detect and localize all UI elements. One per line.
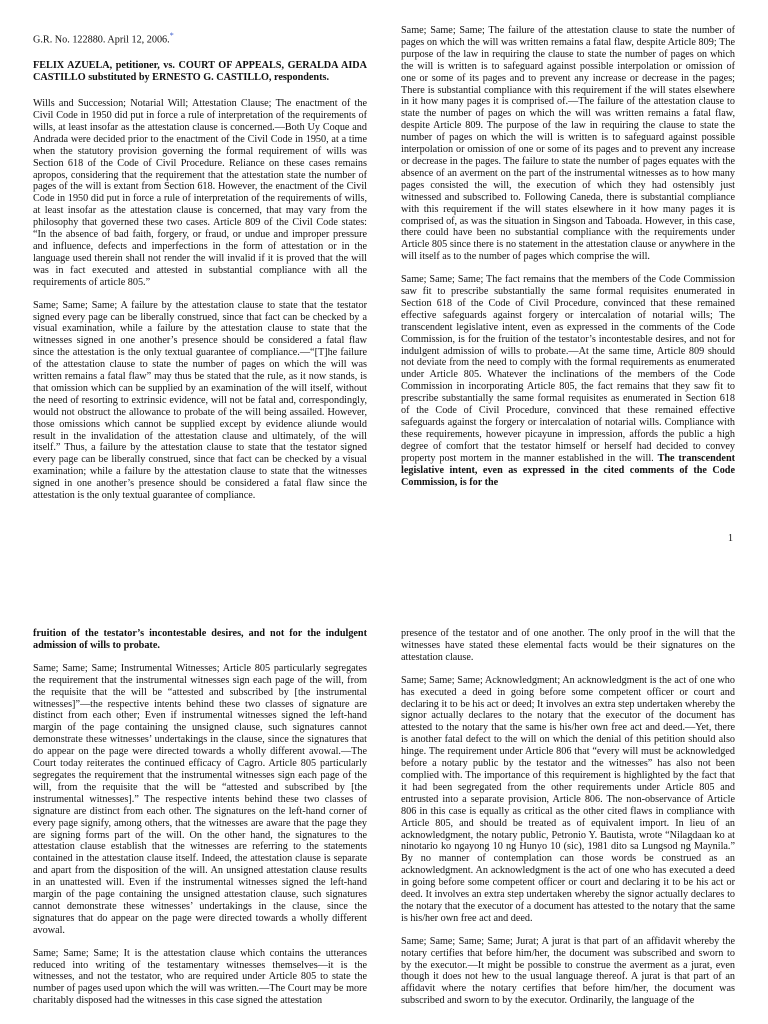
case-parties: FELIX AZUELA, petitioner, vs. COURT OF APPEALS, GERALDA AIDA CASTILLO substituted by ERNESTO G. CASTILLO, respondents. (33, 60, 367, 84)
syllabus-paragraph: Same; Same; Same; Instrumental Witnesses; Article 805 particularly segregates the requirement that the instrumental witnesses sign each page of the will, from the requisite that the will be “attested and subscribed by [the instrumental witnesses]”—the respective intents behind these two classes of signature are distinct from each other; Even if instrumental witnesses signed the left-hand margin of the page containing the unsigned clause, such signatures cannot demonstrate these witnesses’ undertakings in the clause, since the signatures that do appear on the page were directed towards a wholly different avowal.—The Court today reiterates the continued efficacy of Cagro. Article 805 particularly segregates the requirement that the instrumental witnesses sign each page of the will, from the requisite that the will be “attested and subscribed by [the instrumental witnesses].” The respective intents behind these two classes of signature are distinct from each other. The signatures on the left-hand corner of every page signify, among others, that the witnesses are aware that the page they are signing forms part of the will. On the other hand, the signatures to the attestation clause establish that the witnesses are referring to the statements contained in the attestation clause itself. Indeed, the attestation clause is separate and apart from the disposition of the will. An unsigned attestation clause results in an unattested will. Even if the instrumental witnesses signed the left-hand margin of the page containing the unsigned attestation clause, such signatures cannot demonstrate these witnesses’ undertakings in the clause, since the signatures that do appear on the page were directed towards a wholly different avowal. (33, 662, 367, 936)
syllabus-paragraph: Wills and Succession; Notarial Will; Attestation Clause; The enactment of the Civil Code in 1950 did put in force a rule of interpretation of the requirements of wills, at least insofar as the attestation clause is concerned.—Both Uy Coque and Andrada were decided prior to the enactment of the Civil Code in 1950, at a time when the statutory provision governing the formal requirement of wills was Section 618 of the Code of Civil Procedure. Reliance on these cases remains apropos, considering that the requirement that the attestation state the number of pages of the will is extant from Section 618. However, the enactment of the Civil Code in 1950 did put in force a rule of interpretation of the requirements of wills, at least insofar as the attestation clause is concerned, that may vary from the philosophy that governed these two cases. Article 809 of the Civil Code states: “In the absence of bad faith, forgery, or fraud, or undue and improper pressure and influence, defects and imperfections in the form of attestation or in the language used therein shall not render the will invalid if it is proved that the will was in fact executed and attested in substantial compliance with all the requirements of article 805.” (33, 98, 367, 288)
syllabus-paragraph: Same; Same; Same; The failure of the attestation clause to state the number of pages on which the will was written remains a fatal flaw, despite Article 809; The purpose of the law in requiring the clause to state the number of pages on which the will is written is to safeguard against possible interpolation or omission of one or some of its pages and to prevent any increase or decrease in the pages; There is substantial compliance with this requirement if the will states elsewhere in it how many pages it is comprised of.—The failure of the attestation clause to state the number of pages on which the will was written remains a fatal flaw, despite Article 809. The purpose of the law in requiring the clause to state the number of pages on which the will is written is to safeguard against possible interpolation or omission of one or some of its pages and to prevent any increase or decrease in the pages. The failure to state the number of pages equates with the absence of an averment on the part of the instrumental witnesses as to how many pages consisted the will, the execution of which they had ostensibly just witnessed and subscribed to. Following Caneda, there is substantial compliance with this requirement if the will states elsewhere in it how many pages it is comprised of, as was the situation in Singson and Taboada. However, in this case, there could have been no substantial compliance with the requirements under Article 805 since there is no statement in the attestation clause or anywhere in the will itself as to the number of pages which comprise the will. (401, 25, 735, 263)
syllabus-paragraph: Same; Same; Same; It is the attestation clause which contains the utterances reduced into writing of the testamentary witnesses themselves—it is the witnesses, and not the testator, who are required under Article 805 to state the number of pages used upon which the will was written.—The Court may be more charitably disposed had the witnesses in this case signed the attestation (33, 947, 367, 1007)
case-number: G.R. No. 122880. April 12, 2006.* (33, 31, 174, 46)
syllabus-paragraph: Same; Same; Same; A failure by the attestation clause to state that the testator signed every page can be liberally construed, since that fact can be checked by a visual examination, while a failure by the attestation clause to state that the witnesses signed in one another’s presence should be considered a fatal flaw since the attestation is the only textual guarantee of compliance.—“[T]he failure of the attestation clause to state the number of pages on which the will was written remains a fatal flaw” may thus be stated that the rule, as it now stands, is that omission which can be supplied by an examination of the will itself, without the need of resorting to extrinsic evidence, will not be fatal and, correspondingly, would not obstruct the allowance to probate of the will being assailed. However, those omissions which cannot be supplied except by evidence aliunde would result in the invalidation of the attestation clause and ultimately, of the will itself.” Thus, a failure by the attestation clause to state that the testator signed every page can be liberally construed, since that fact can be checked by a visual examination; while a failure by the attestation clause to state that the witnesses signed in one another’s presence should be considered a fatal flaw since the attestation is the only textual guarantee of compliance. (33, 299, 367, 502)
footnote-marker-link[interactable]: * (169, 31, 174, 40)
continued-bold-passage: fruition of the testator’s incontestable desires, and not for the indulgent admission of wills to probate. (33, 628, 367, 651)
continued-paragraph: presence of the testator and of one another. The only proof in the will that the witnesses have stated these elemental facts would be their signatures on the attestation clause. (401, 628, 735, 663)
page-gap (0, 560, 768, 624)
syllabus-paragraph: Same; Same; Same; The fact remains that the members of the Code Commission saw fit to prescribe substantially the same formal requisites enumerated in Section 618 of the Code of Civil Procedure, convinced that these remained effective safeguards against forgery or intercalation of notarial wills; The transcendent legislative intent, even as expressed in the comments of the Code Commission, is for the fruition of the testator’s incontestable desires, and not for indulgent admission of wills to probate.—At the same time, Article 809 should not deviate from the need to comply with the formal requirements as enumerated under Article 805. Whatever the inclinations of the members of the Code Commission in incorporating Article 805, the fact remains that they saw fit to prescribe substantially the same formal requisites as enumerated in Section 618 of the Code of Civil Procedure, convinced that these remained effective safeguards against the forgery or intercalation of notarial wills. Compliance with these requirements, however picayune in impression, affords the public a high degree of comfort that the testator himself or herself had decided to convey property post mortem in the manner established in the will. The transcendent legislative intent, even as expressed in the cited comments of the Code Commission, is for the (401, 274, 735, 488)
page2-right-column (401, 628, 735, 1018)
syllabus-paragraph: Same; Same; Same; Same; Jurat; A jurat is that part of an affidavit whereby the notary certifies that before him/her, the document was subscribed and sworn to by the executor.—It might be possible to construe the averment as a jurat, even though it does not hew to the usual language thereof. A jurat is that part of an affidavit where the notary certifies that before him/her, the document was subscribed and sworn to by the executor. Ordinarily, the language of the (401, 935, 735, 1007)
syllabus-paragraph: Same; Same; Same; Acknowledgment; An acknowledgment is the act of one who has executed a deed in going before some competent officer or court and declaring it to be his act or deed; It involves an extra step undertaken whereby the signor actually declares to the notary that the executor of the document has attested to the notary that the same is his/her own free act and deed.—Yet, there is another fatal defect to the will on which the denial of this petition should also hinge. The requirement under Article 806 that “every will must be acknowledged before a notary public by the testator and the witnesses” has also not been complied with. The importance of this requirement is highlighted by the fact that it had been segregated from the other requirements under Article 805 and entrusted into a separate provision, Article 806. The non-observance of Article 806 in this case is equally as critical as the other cited flaws in compliance with Article 805, and should be treated as of equivalent import. In lieu of an acknowledgment, the notary public, Petronio Y. Bautista, wrote “Nilagdaan ko at ninotario ko ngayong 10 ng Hunyo 10 (sic), 1981 dito sa Lungsod ng Maynila.” By no manner of contemplation can those words be construed as an acknowledgment. An acknowledgment is the act of one who has executed a deed in going before some competent officer or court and declaring it to be his act or deed. It involves an extra step undertaken whereby the signor actually declares to the notary that the executor of a document has attested to the notary that the same is his/her own free act and deed. (401, 674, 735, 924)
page1-right-column (401, 25, 735, 499)
page-number: 1 (728, 533, 733, 544)
page2-left-column (33, 628, 367, 1018)
page1-left-column (33, 30, 367, 513)
bold-passage: The transcendent legislative intent, even as expressed in the cited comments of the Code Commission, is for the (401, 452, 735, 488)
